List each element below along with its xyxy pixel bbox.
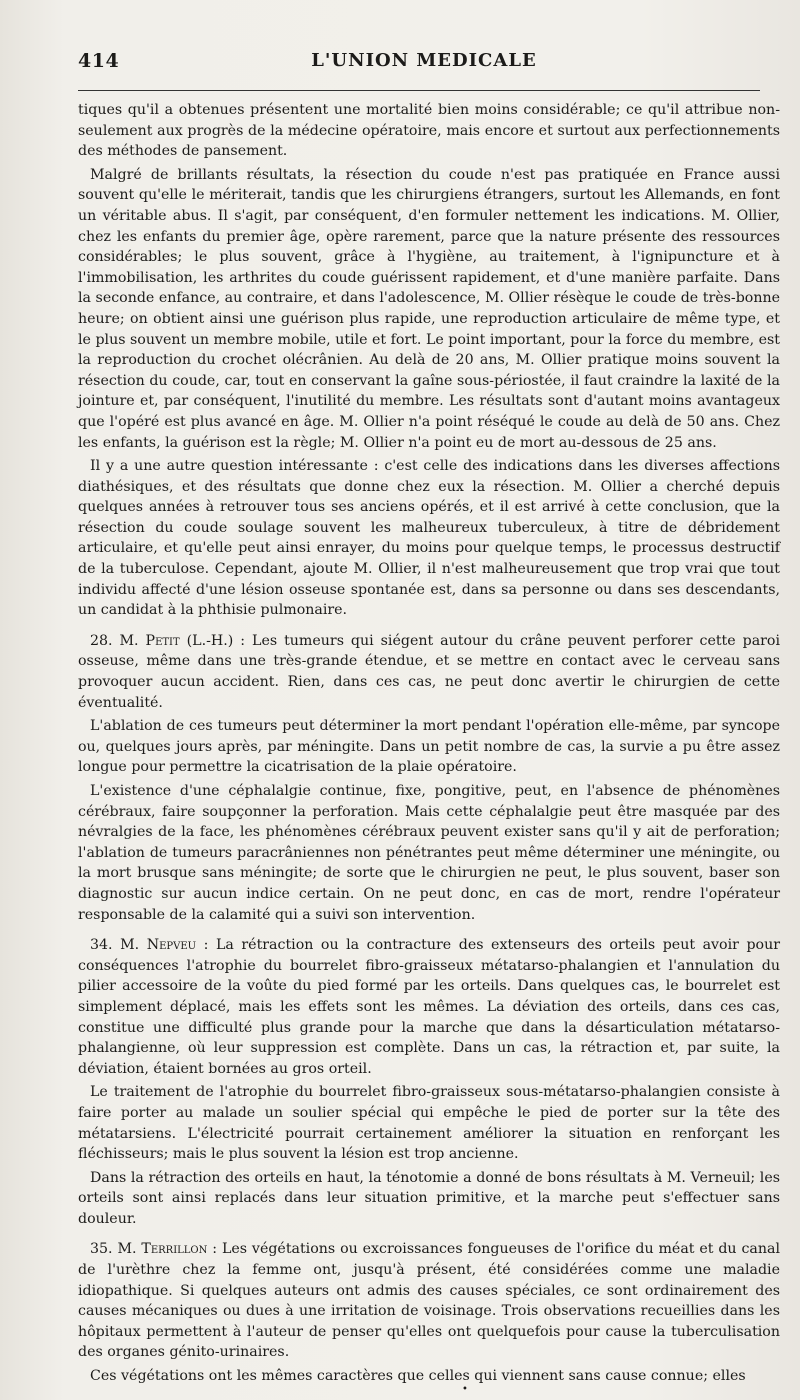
paragraph: La rétraction ou la contracture des extenseurs des orteils peut avoir pour conséquences l'atrophie du bourrelet fibro-graisseux métatarso-phalangien et l'annulation du pilier accessoire de la voûte du pied formé par les orteils. Dans quelques cas, le bourrelet est simplement déplacé, mais les effets sont les mêmes. La déviation des orteils, dans ces cas, constitue une difficulté plus grande pour la marche que dans la désarticulation métatarso-phalangienne, où leur suppression est complète. Dans un cas, la rétraction et, par suite, la déviation, étaient bornées au gros orteil. (78, 937, 780, 1077)
section-number: 28. M. (90, 632, 139, 649)
paragraph: Le traitement de l'atrophie du bourrelet fibro-graisseux sous-métatarso-phalangien consiste à faire porter au malade un soulier spécial qui empêche le pied de porter sur la tête des métatarsiens. L'électricité pourrait certainement améliorer la situation en renforçant les fléchisseurs; mais le plus souvent la lésion est trop ancienne. (78, 1084, 780, 1163)
paragraph: Il y a une autre question intéressante : c'est celle des indications dans les diverses affections diathésiques, et des résultats que donne chez eux la résection. M. Ollier a cherché depuis quelques années à retrouver tous ses anciens opérés, et il est arrivé à cette conclusion, que la résection du coude soulage souvent les malheureux tuberculeux, à titre de débridement articulaire, et qu'elle peut ainsi enrayer, du moins pour quelque temps, le processus destructif de la tuberculose. Cependant, ajoute M. Ollier, il n'est malheureusement que trop vrai que tout individu affecté d'une lésion osseuse spontanée est, dans sa personne ou dans ses descendants, un candidat à la phthisie pulmonaire. (78, 458, 780, 619)
paragraph: L'ablation de ces tumeurs peut déterminer la mort pendant l'opération elle-même, par syncope ou, quelques jours après, par méningite. Dans un petit nombre de cas, la survie a pu être assez longue pour permettre la cicatrisation de la plaie opératoire. (78, 718, 780, 776)
author-name: Petit (145, 632, 180, 649)
section-35 (78, 1239, 780, 1363)
page-number: 414 (78, 50, 120, 72)
author-name: Nepveu (146, 937, 197, 954)
paragraph: tiques qu'il a obtenues présentent une mortalité bien moins considérable; ce qu'il attribue non-seulement aux progrès de la médecine opératoire, mais encore et surtout aux perfectionnements des méthodes de pansement. (78, 102, 780, 160)
paragraph: Les végétations ou excroissances fongueuses de l'orifice du méat et du canal de l'urèthre chez la femme ont, jusqu'à présent, été considérées comme une maladie idiopathique. Si quelques auteurs ont admis des causes spéciales, ce sont ordinairement des causes mécaniques ou dues à une irritation de voisinage. Trois observations recueillies dans les hôpitaux permettent à l'auteur de penser qu'elles ont quelquefois pour cause la tuberculisation des organes génito-urinaires. (78, 1241, 780, 1361)
paragraph: Ces végétations ont les mêmes caractères que celles qui viennent sans cause connue; elles (90, 1368, 746, 1385)
paragraph: Malgré de brillants résultats, la résection du coude n'est pas pratiquée en France aussi souvent qu'elle le mériterait, tandis que les chirurgiens étrangers, surtout les Allemands, en font un véritable abus. Il s'agit, par conséquent, d'en formuler nettement les indications. M. Ollier, chez les enfants du premier âge, opère rarement, parce que la nature présente des ressources considérables; le plus souvent, grâce à l'hygiène, au traitement, à l'ignipuncture et à l'immobilisation, les arthrites du coude guérissent rapidement, et d'une manière parfaite. Dans la seconde enfance, au contraire, et dans l'adolescence, M. Ollier résèque le coude de très-bonne heure; on obtient ainsi une guérison plus rapide, une reproduction articulaire de même type, et le plus souvent un membre mobile, utile et fort. Le point important, pour la force du membre, est la reproduction du crochet olécrânien. Au delà de 20 ans, M. Ollier pratique moins souvent la résection du coude, car, tout en conservant la gaîne sous-périostée, il faut craindre la laxité de la jointure et, par conséquent, l'inutilité du membre. Les résultats sont d'autant moins avantageux que l'opéré est plus avancé en âge. M. Ollier n'a point réséqué le coude au delà de 50 ans. Chez les enfants, la guérison est la règle; M. Ollier n'a point eu de mort au-dessous de 25 ans. (78, 166, 780, 451)
header-rule (78, 90, 760, 91)
section-28 (78, 631, 780, 713)
section-34 (78, 935, 780, 1079)
running-title: L'UNION MEDICALE (311, 50, 537, 71)
paragraph: L'existence d'une céphalalgie continue, fixe, pongitive, peut, en l'absence de phénomènes cérébraux, faire soupçonner la perforation. Mais cette céphalalgie peut être masquée par des névralgies de la face, les phénomènes cérébraux peuvent exister sans qu'il y ait de perforation; l'ablation de tumeurs paracrâniennes non pénétrantes peut même déterminer une méningite, ou la mort brusque sans méningite; de sorte que le chirurgien ne peut, le plus souvent, baser son diagnostic sur aucun indice certain. On ne peut donc, en cas de mort, rendre l'opérateur responsable de la calamité qui a suivi son intervention. (78, 783, 780, 923)
section-separator: : (212, 1241, 218, 1258)
author-initials: (L.-H.) : (186, 632, 246, 649)
body-text (78, 100, 780, 1390)
paragraph: Les tumeurs qui siégent autour du crâne peuvent perforer cette paroi osseuse, même dans une très-grande étendue, et se mettre en contact avec le cerveau sans provoquer aucun accident. Rien, dans ces cas, ne peut donc avertir le chirurgien de cette éventualité. (78, 632, 781, 711)
section-number: 34. M. (90, 937, 140, 954)
section-separator: : (203, 937, 209, 954)
section-number: 35. M. (90, 1241, 137, 1258)
printer-mark: • (462, 1384, 468, 1395)
page-header (78, 50, 770, 78)
author-name: Terrillon (141, 1241, 208, 1258)
paragraph: Dans la rétraction des orteils en haut, la ténotomie a donné de bons résultats à M. Verneuil; les orteils sont ainsi replacés dans leur situation primitive, et la marche peut s'effectuer sans douleur. (78, 1169, 780, 1227)
